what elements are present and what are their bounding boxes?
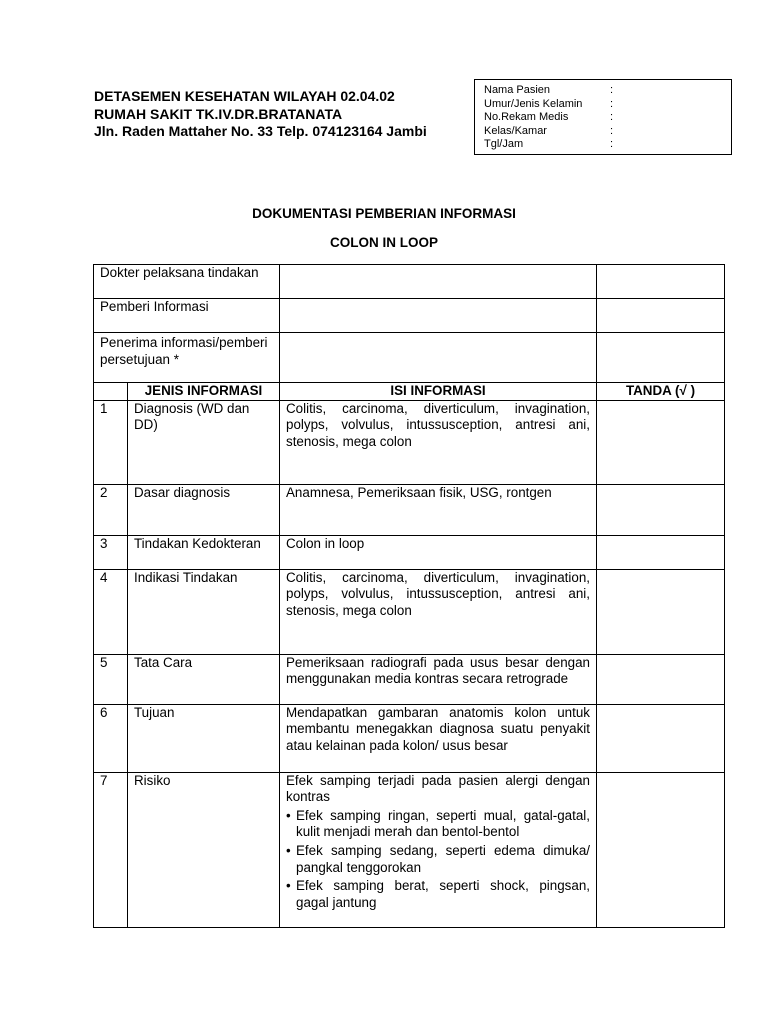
patient-field-label: Kelas/Kamar xyxy=(484,124,547,137)
list-item: • Efek samping berat, seperti shock, pingsan, gagal jantung xyxy=(286,878,590,911)
table-row xyxy=(94,569,725,654)
row-jenis: Tujuan xyxy=(128,704,280,772)
row-jenis: Tindakan Kedokteran xyxy=(128,535,280,569)
row-number: 7 xyxy=(94,772,128,927)
row-isi-risiko xyxy=(280,772,597,927)
patient-field-label: Umur/Jenis Kelamin xyxy=(484,97,583,110)
row-tanda xyxy=(597,535,725,569)
field-pemberi-isi xyxy=(280,299,597,333)
row-tanda xyxy=(597,704,725,772)
row-isi: Colitis, carcinoma, diverticulum, invagination, polyps, volvulus, intussusception, antresi ani, stenosis, mega colon xyxy=(280,569,597,654)
row-number: 5 xyxy=(94,654,128,704)
patient-field-nama xyxy=(484,84,731,98)
field-penerima-tanda xyxy=(597,333,725,383)
field-dokter-isi xyxy=(280,265,597,299)
patient-field-umur xyxy=(484,98,731,112)
field-pemberi-tanda xyxy=(597,299,725,333)
list-item: • Efek samping sedang, seperti edema dimuka/ pangkal tenggorokan xyxy=(286,843,590,876)
table-row xyxy=(94,704,725,772)
label-penerima-informasi: Penerima informasi/pemberi persetujuan * xyxy=(94,333,280,383)
patient-field-rekam-medis xyxy=(484,111,731,125)
patient-field-label: Nama Pasien xyxy=(484,84,551,96)
table-row xyxy=(94,265,725,299)
row-tanda xyxy=(597,772,725,927)
patient-field-colon: : xyxy=(610,97,614,110)
header-no-cell xyxy=(94,383,128,401)
risk-list xyxy=(286,808,590,912)
row-jenis: Risiko xyxy=(128,772,280,927)
label-dokter-pelaksana: Dokter pelaksana tindakan xyxy=(94,265,280,299)
row-tanda xyxy=(597,569,725,654)
row-jenis: Tata Cara xyxy=(128,654,280,704)
row-number: 4 xyxy=(94,569,128,654)
field-penerima-isi xyxy=(280,333,597,383)
hospital-header xyxy=(94,88,427,141)
document-title: DOKUMENTASI PEMBERIAN INFORMASI xyxy=(252,206,516,221)
row-number: 1 xyxy=(94,400,128,484)
row-tanda xyxy=(597,400,725,484)
row-jenis: Dasar diagnosis xyxy=(128,484,280,535)
header-isi-informasi: ISI INFORMASI xyxy=(280,383,597,401)
patient-field-colon: : xyxy=(610,124,614,137)
field-dokter-tanda xyxy=(597,265,725,299)
table-header-row xyxy=(94,383,725,401)
row-isi: Colon in loop xyxy=(280,535,597,569)
table-row xyxy=(94,299,725,333)
list-item: • Efek samping ringan, seperti mual, gatal-gatal, kulit menjadi merah dan bentol-bentol xyxy=(286,808,590,841)
table-row xyxy=(94,772,725,927)
label-pemberi-informasi: Pemberi Informasi xyxy=(94,299,280,333)
header-line-2: RUMAH SAKIT TK.IV.DR.BRATANATA xyxy=(94,105,343,122)
table-row xyxy=(94,535,725,569)
row-tanda xyxy=(597,484,725,535)
patient-field-colon: : xyxy=(610,138,614,150)
table-row xyxy=(94,333,725,383)
patient-field-colon: : xyxy=(610,84,614,96)
header-address: Jln. Raden Mattaher No. 33 Telp. 074123164 Jambi xyxy=(94,123,427,139)
information-table xyxy=(93,264,725,928)
patient-field-tgl xyxy=(484,138,731,152)
row-isi: Pemeriksaan radiografi pada usus besar dengan menggunakan media kontras secara retrograde xyxy=(280,654,597,704)
row-number: 3 xyxy=(94,535,128,569)
row-isi: Colitis, carcinoma, diverticulum, invagination, polyps, volvulus, intussusception, antresi ani, stenosis, mega colon xyxy=(280,400,597,484)
table-row xyxy=(94,400,725,484)
document-subtitle: COLON IN LOOP xyxy=(330,235,438,250)
table-row xyxy=(94,654,725,704)
row-jenis: Diagnosis (WD dan DD) xyxy=(128,400,280,484)
row-number: 6 xyxy=(94,704,128,772)
patient-field-kelas xyxy=(484,125,731,139)
patient-field-label: Tgl/Jam xyxy=(484,138,524,150)
patient-field-colon: : xyxy=(610,111,614,123)
patient-info-box xyxy=(474,79,732,155)
row-tanda xyxy=(597,654,725,704)
header-tanda: TANDA (√ ) xyxy=(597,383,725,401)
row-jenis: Indikasi Tindakan xyxy=(128,569,280,654)
patient-field-label: No.Rekam Medis xyxy=(484,111,569,123)
table-row xyxy=(94,484,725,535)
row-isi: Mendapatkan gambaran anatomis kolon untuk membantu menegakkan diagnosa suatu penyakit atau kelainan pada kolon/ usus besar xyxy=(280,704,597,772)
risk-intro: Efek samping terjadi pada pasien alergi dengan kontras xyxy=(286,772,590,805)
header-line-1: DETASEMEN KESEHATAN WILAYAH 02.04.02 xyxy=(94,88,395,104)
row-isi: Anamnesa, Pemeriksaan fisik, USG, rontgen xyxy=(280,484,597,535)
row-number: 2 xyxy=(94,484,128,535)
header-jenis-informasi: JENIS INFORMASI xyxy=(128,383,280,401)
